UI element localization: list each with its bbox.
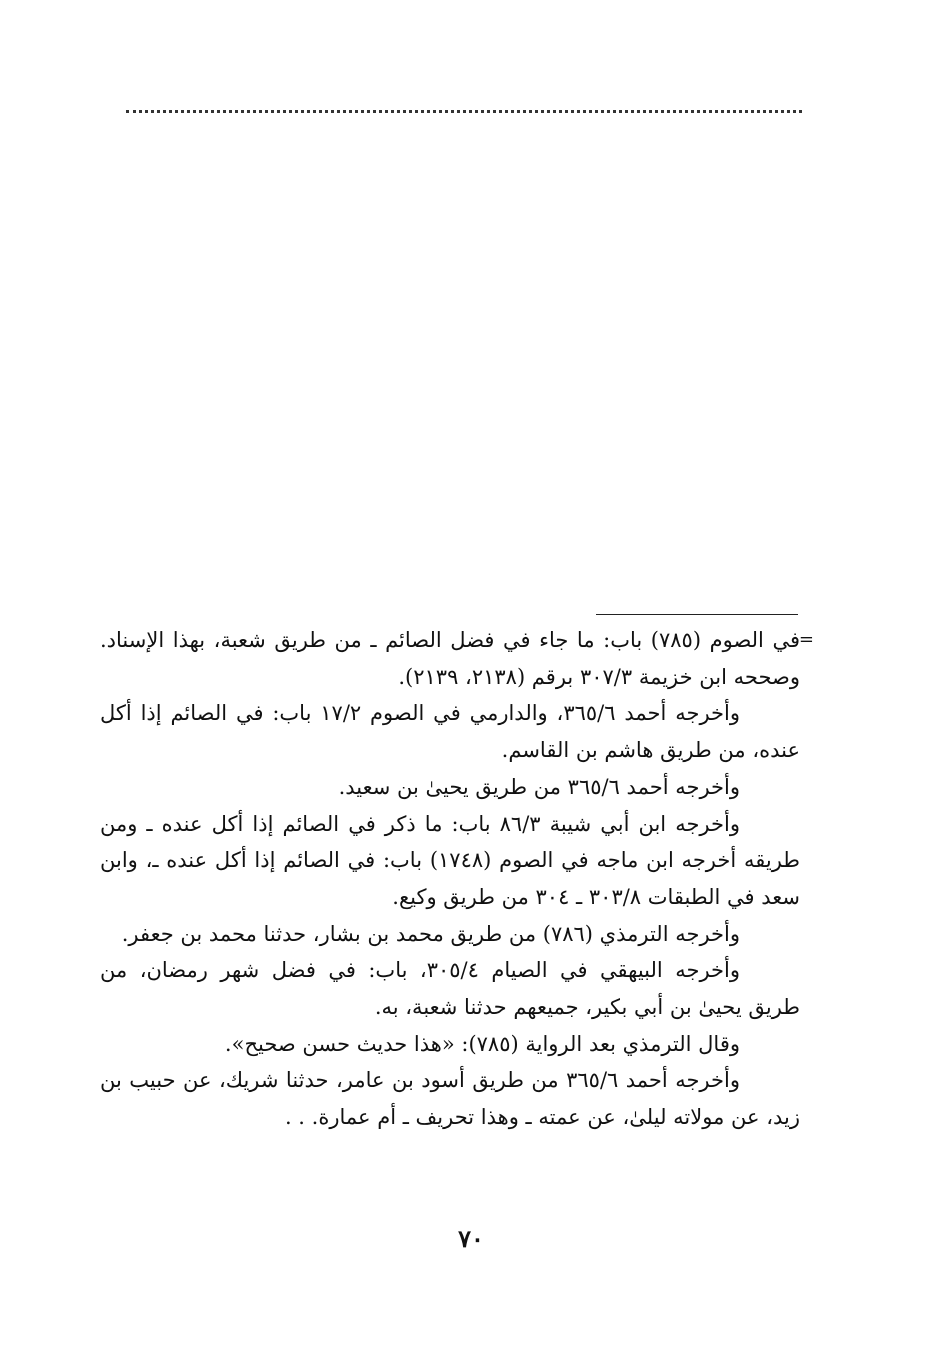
footnote-text: وأخرجه أحمد ٣٦٥/٦ من طريق أسود بن عامر، حدثنا شريك، عن حبيب بن زيد، عن مولاته ليلىٰ، عن عمته ـ وهذا تحريف ـ أم عمارة. . . bbox=[100, 1068, 800, 1130]
footnote-paragraph bbox=[100, 1062, 800, 1135]
footnote-text: وأخرجه البيهقي في الصيام ٣٠٥/٤، باب: في فضل شهر رمضان، من طريق يحيىٰ بن أبي بكير، جميعهم حدثنا شعبة، به. bbox=[100, 958, 800, 1020]
footnote-paragraph bbox=[100, 806, 800, 916]
footnote-paragraph bbox=[100, 1026, 800, 1063]
page-number: ٧٠ bbox=[458, 1224, 484, 1253]
footnote-paragraph bbox=[100, 622, 814, 695]
footnote-text: وأخرجه ابن أبي شيبة ٨٦/٣ باب: ما ذكر في الصائم إذا أكل عنده ـ ومن طريقه أخرجه ابن ماجه في الصوم (١٧٤٨) باب: في الصائم إذا أكل عنده ـ، وابن سعد في الطبقات ٣٠٣/٨ ـ ٣٠٤ من طريق وكيع. bbox=[100, 811, 800, 909]
footnote-text: وقال الترمذي بعد الرواية (٧٨٥): «هذا حديث حسن صحيح». bbox=[224, 1031, 740, 1056]
footnote-continuation-mark: = bbox=[798, 629, 814, 650]
footnote-paragraph bbox=[100, 769, 800, 806]
footnotes-block bbox=[100, 622, 814, 1136]
footnote-paragraph bbox=[100, 695, 800, 768]
footnote-separator bbox=[596, 614, 798, 615]
footnote-text: وأخرجه أحمد ٣٦٥/٦ من طريق يحيىٰ بن سعيد. bbox=[338, 774, 740, 799]
footnote-paragraph bbox=[100, 952, 800, 1025]
footnote-paragraph bbox=[100, 916, 800, 953]
footnote-text: وأخرجه الترمذي (٧٨٦) من طريق محمد بن بشار، حدثنا محمد بن جعفر. bbox=[121, 921, 740, 946]
footnote-text: وأخرجه أحمد ٣٦٥/٦، والدارمي في الصوم ١٧/٢ باب: في الصائم إذا أكل عنده، من طريق هاشم بن القاسم. bbox=[100, 701, 800, 763]
section-separator-dotted bbox=[126, 110, 802, 113]
footnote-text: في الصوم (٧٨٥) باب: ما جاء في فضل الصائم ـ من طريق شعبة، بهذا الإسناد. وصححه ابن خزيمة ٣٠٧/٣ برقم (٢١٣٨، ٢١٣٩). bbox=[100, 628, 800, 689]
